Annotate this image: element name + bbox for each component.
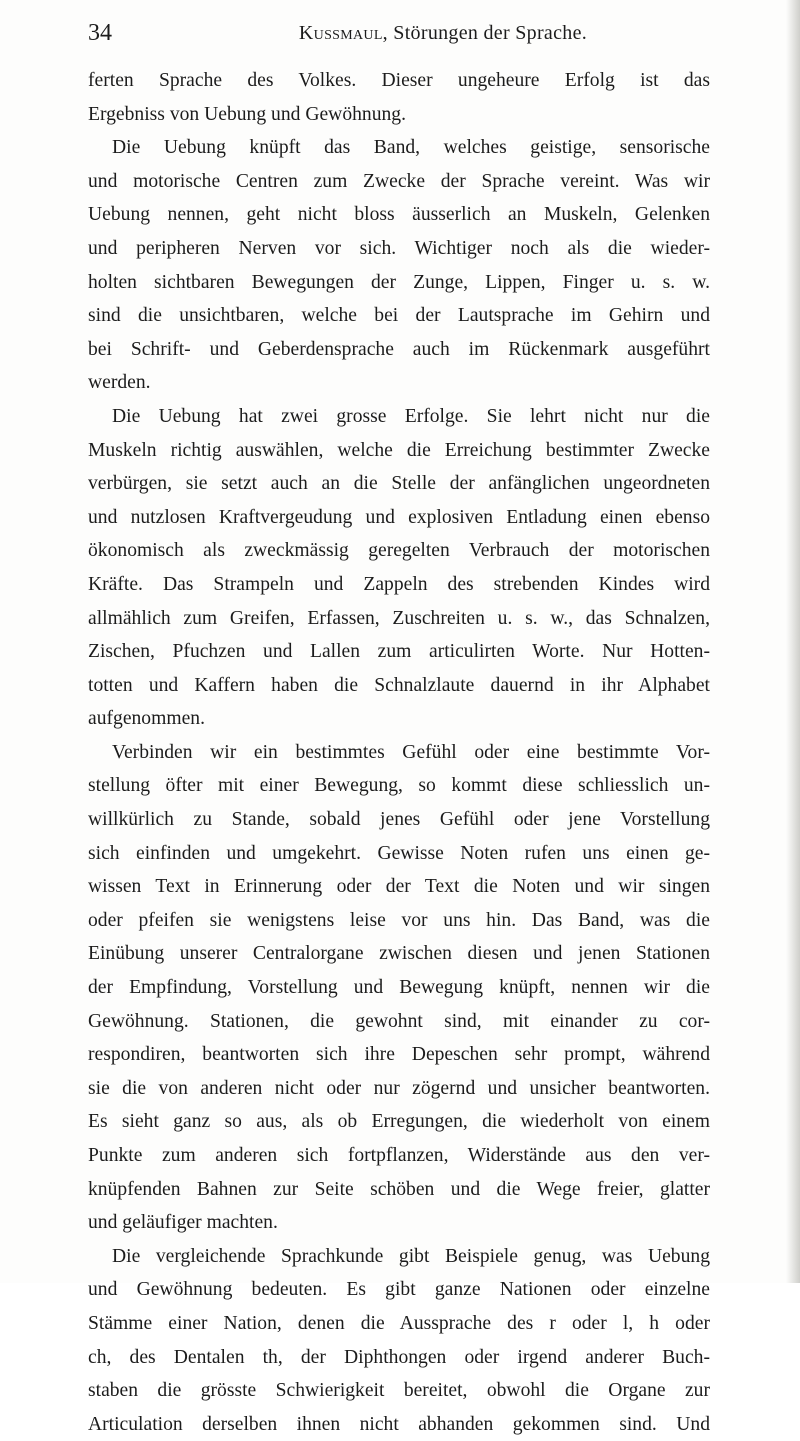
text-line: respondiren, beantworten sich ihre Depeschen sehr prompt, während bbox=[88, 1044, 710, 1066]
text-line: ch, des Dentalen th, der Diphthongen oder irgend anderer Buch- bbox=[88, 1346, 710, 1368]
author-name: Kussmaul, bbox=[298, 22, 388, 44]
text-line: Kräfte. Das Strampeln und Zappeln des strebenden Kindes wird bbox=[88, 573, 710, 595]
text-line: werden. bbox=[88, 372, 151, 394]
text-line: wissen Text in Erinnerung oder der Text die Noten und wir singen bbox=[88, 876, 710, 898]
text-line: Ergebniss von Uebung und Gewöhnung. bbox=[88, 103, 407, 125]
text-line: und Gewöhnung bedeuten. Es gibt ganze Nationen oder einzelne bbox=[88, 1279, 710, 1301]
book-title: Störungen der Sprache. bbox=[393, 22, 588, 44]
text-line: Uebung nennen, geht nicht bloss äusserlich an Muskeln, Gelenken bbox=[88, 204, 710, 226]
text-line: totten und Kaffern haben die Schnalzlaute dauernd in ihr Alphabet bbox=[88, 674, 710, 696]
text-line: und motorische Centren zum Zwecke der Sprache vereint. Was wir bbox=[88, 170, 710, 192]
page-number: 34 bbox=[88, 20, 112, 46]
text-line: bei Schrift- und Geberdensprache auch im Rückenmark ausgeführt bbox=[88, 338, 710, 360]
text-line: willkürlich zu Stande, sobald jenes Gefühl oder jene Vorstellung bbox=[88, 809, 710, 831]
text-line: sich einfinden und umgekehrt. Gewisse Noten rufen uns einen ge- bbox=[88, 842, 710, 864]
text-line: der Empfindung, Vorstellung und Bewegung knüpft, nennen wir die bbox=[88, 977, 710, 999]
text-line: oder pfeifen sie wenigstens leise vor uns hin. Das Band, was die bbox=[88, 909, 710, 931]
text-line: knüpfenden Bahnen zur Seite schöben und die Wege freier, glatter bbox=[88, 1178, 710, 1200]
running-title bbox=[176, 22, 710, 45]
text-line: sind die unsichtbaren, welche bei der Lautsprache im Gehirn und bbox=[88, 305, 710, 327]
text-line: Stämme einer Nation, denen die Aussprache des r oder l, h oder bbox=[88, 1312, 710, 1334]
text-line: Articulation derselben ihnen nicht abhanden gekommen sind. Und bbox=[88, 1413, 710, 1435]
text-line: Punkte zum anderen sich fortpflanzen, Widerstände aus den ver- bbox=[88, 1145, 710, 1166]
text-line: staben die grösste Schwierigkeit bereitet, obwohl die Organe zur bbox=[88, 1380, 710, 1402]
text-line: Zischen, Pfuchzen und Lallen zum articulirten Worte. Nur Hotten- bbox=[88, 641, 710, 663]
text-line: Es sieht ganz so aus, als ob Erregungen, die wiederholt von einem bbox=[88, 1111, 710, 1133]
text-line: holten sichtbaren Bewegungen der Zunge, Lippen, Finger u. s. w. bbox=[88, 271, 710, 293]
page-edge-shadow bbox=[786, 0, 800, 1283]
text-line: verbürgen, sie setzt auch an die Stelle der anfänglichen ungeordneten bbox=[88, 473, 710, 495]
text-line: allmählich zum Greifen, Erfassen, Zuschreiten u. s. w., das Schnalzen, bbox=[88, 607, 710, 629]
text-line: und geläufiger machten. bbox=[88, 1212, 278, 1234]
text-line: stellung öfter mit einer Bewegung, so kommt diese schliesslich un- bbox=[88, 775, 710, 797]
text-line: Die Uebung hat zwei grosse Erfolge. Sie lehrt nicht nur die bbox=[112, 405, 710, 427]
text-line: Muskeln richtig auswählen, welche die Erreichung bestimmter Zwecke bbox=[88, 439, 710, 461]
text-line: aufgenommen. bbox=[88, 708, 205, 730]
body-text bbox=[88, 64, 710, 1441]
text-line: Verbinden wir ein bestimmtes Gefühl oder eine bestimmte Vor- bbox=[112, 741, 710, 763]
text-line: sie die von anderen nicht oder nur zögernd und unsicher beantworten. bbox=[88, 1077, 710, 1099]
text-line: ferten Sprache des Volkes. Dieser ungeheure Erfolg ist das bbox=[88, 70, 710, 91]
text-line: Die Uebung knüpft das Band, welches geistige, sensorische bbox=[112, 137, 710, 159]
text-line: Gewöhnung. Stationen, die gewohnt sind, mit einander zu cor- bbox=[88, 1010, 710, 1032]
text-line: Einübung unserer Centralorgane zwischen diesen und jenen Stationen bbox=[88, 943, 710, 965]
text-line: und nutzlosen Kraftvergeudung und explosiven Entladung einen ebenso bbox=[88, 506, 710, 528]
running-head bbox=[88, 20, 710, 50]
text-line: ökonomisch als zweckmässig geregelten Verbrauch der motorischen bbox=[88, 540, 710, 562]
text-line: Die vergleichende Sprachkunde gibt Beispiele genug, was Uebung bbox=[112, 1245, 710, 1267]
text-line: und peripheren Nerven vor sich. Wichtiger noch als die wieder- bbox=[88, 237, 710, 259]
